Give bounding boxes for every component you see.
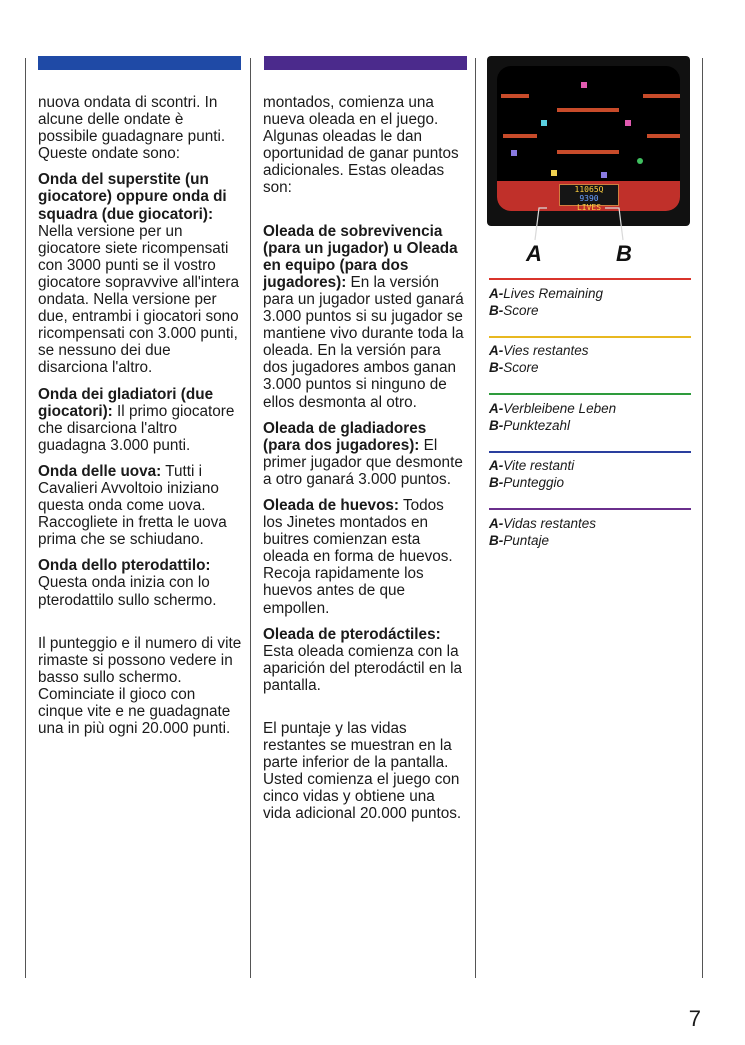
- italian-gladiator: Onda dei gladiatori (due giocatori): Il primo giocatore che disarciona l'altro guadagna 3.000 punti.: [38, 385, 235, 454]
- legend-rule-red: [489, 278, 691, 280]
- page-number: 7: [688, 1006, 701, 1031]
- legend-italian: [489, 457, 691, 491]
- enemy-sprite-icon: [625, 120, 631, 126]
- italian-column: [38, 94, 243, 746]
- enemy-sprite-icon: [581, 82, 587, 88]
- callout-line-a: [535, 208, 547, 240]
- legend-line-b: B-Punktezahl: [489, 418, 571, 433]
- score-top: 11065Q: [574, 185, 604, 194]
- legend-line-b: B-Punteggio: [489, 475, 565, 490]
- legend-german: [489, 400, 691, 434]
- callout-lines: [487, 190, 690, 250]
- player-sprite-icon: [551, 170, 557, 176]
- legend-rule-yellow: [489, 336, 691, 338]
- italian-closing: Il punteggio e il numero di vite rimaste si possono vedere in basso sullo schermo. Cominciate il gioco con cinque vite e ne guadagnate una in più ogni 20.000 punti.: [38, 634, 242, 738]
- spanish-closing: El puntaje y las vidas restantes se muestran en la parte inferior de la pantalla. Usted comienza el juego con cinco vidas y obtiene una vida adicional 20.000 puntos.: [263, 720, 462, 823]
- legend-spanish: [489, 515, 691, 549]
- platform: [647, 134, 680, 138]
- spanish-intro: montados, comienza una nueva oleada en el juego. Algunas oleadas le dan oportunidad de ganar puntos adicionales. Estas oleadas son:: [263, 94, 459, 197]
- enemy-sprite-icon: [601, 172, 607, 178]
- legend-rule-blue: [489, 451, 691, 453]
- legend-line-a: A-Lives Remaining: [489, 286, 604, 301]
- legend-line-b: B-Puntaje: [489, 533, 550, 548]
- color-band-blue: [38, 56, 241, 70]
- column-rule-right: [702, 58, 703, 978]
- legend-rule-purple: [489, 508, 691, 510]
- egg-sprite-icon: [637, 158, 643, 164]
- platform: [643, 94, 680, 98]
- callout-a: A: [526, 241, 542, 266]
- italian-intro: nuova ondata di scontri. In alcune delle ondate è possibile guadagnare punti. Queste ondate sono:: [38, 94, 226, 163]
- callout-line-b: [605, 208, 623, 240]
- italian-eggs: Onda delle uova: Tutti i Cavalieri Avvoltoio iniziano questa onda come uova. Raccogliete in fretta le uova prima che se schiudano.: [38, 462, 227, 549]
- legend-line-a: A-Verbleibene Leben: [489, 401, 617, 416]
- column-rule-left: [25, 58, 26, 978]
- enemy-sprite-icon: [541, 120, 547, 126]
- legend-line-a: A-Vies restantes: [489, 343, 589, 358]
- legend-line-b: B-Score: [489, 303, 539, 318]
- callout-b: B: [616, 241, 632, 266]
- lives-label: LIVES: [576, 203, 602, 211]
- platform: [557, 150, 619, 154]
- spanish-survival: Oleada de sobrevivencia (para un jugador) u Oleada en equipo (para dos jugadores): En la versión para un jugador usted ganará 3.000 puntos si su jugador se mantiene vivo durante toda la oleada. En la versión para dos jugadores ambos ganan 3.000 puntos si ninguno de ellos desmonta al otro.: [263, 222, 464, 411]
- legend-rule-green: [489, 393, 691, 395]
- legend-english: [489, 285, 691, 319]
- score-mid: 9390: [579, 194, 599, 203]
- spanish-gladiator: Oleada de gladiadores (para dos jugadores): El primer jugador que desmonte a otro ganará 3.000 puntos.: [263, 419, 463, 488]
- platform: [557, 108, 619, 112]
- enemy-sprite-icon: [511, 150, 517, 156]
- legend-line-a: A-Vite restanti: [489, 458, 575, 473]
- column-rule-1: [250, 58, 251, 978]
- legend-line-b: B-Score: [489, 360, 539, 375]
- platform: [501, 94, 529, 98]
- legend-french: [489, 342, 691, 376]
- legend-line-a: A-Vidas restantes: [489, 516, 597, 531]
- column-rule-2: [475, 58, 476, 978]
- color-band-purple: [264, 56, 467, 70]
- spanish-column: [263, 94, 467, 832]
- italian-survival: Onda del superstite (un giocatore) oppure onda di squadra (due giocatori): Nella versione per un giocatore siete ricompensati con 3000 punti se il vostro giocatore sopravvive all'intera ondata. Nella versione per due, entrambi i giocatori sono ricompensati con 3.000 punti, se nessuno dei due disarciona l'altro.: [38, 171, 240, 377]
- platform: [503, 134, 537, 138]
- spanish-pterodactyl: Oleada de pterodáctiles: Esta oleada comienza con la aparición del pterodáctil en la pantalla.: [263, 625, 462, 694]
- spanish-eggs: Oleada de huevos: Todos los Jinetes montados en buitres comienzan esta oleada en forma de huevos. Recoja rapidamente los huevos antes de que empollen.: [263, 496, 453, 617]
- italian-pterodactyl: Onda dello pterodattilo: Questa onda inizia con lo pterodattilo sullo schermo.: [38, 557, 217, 609]
